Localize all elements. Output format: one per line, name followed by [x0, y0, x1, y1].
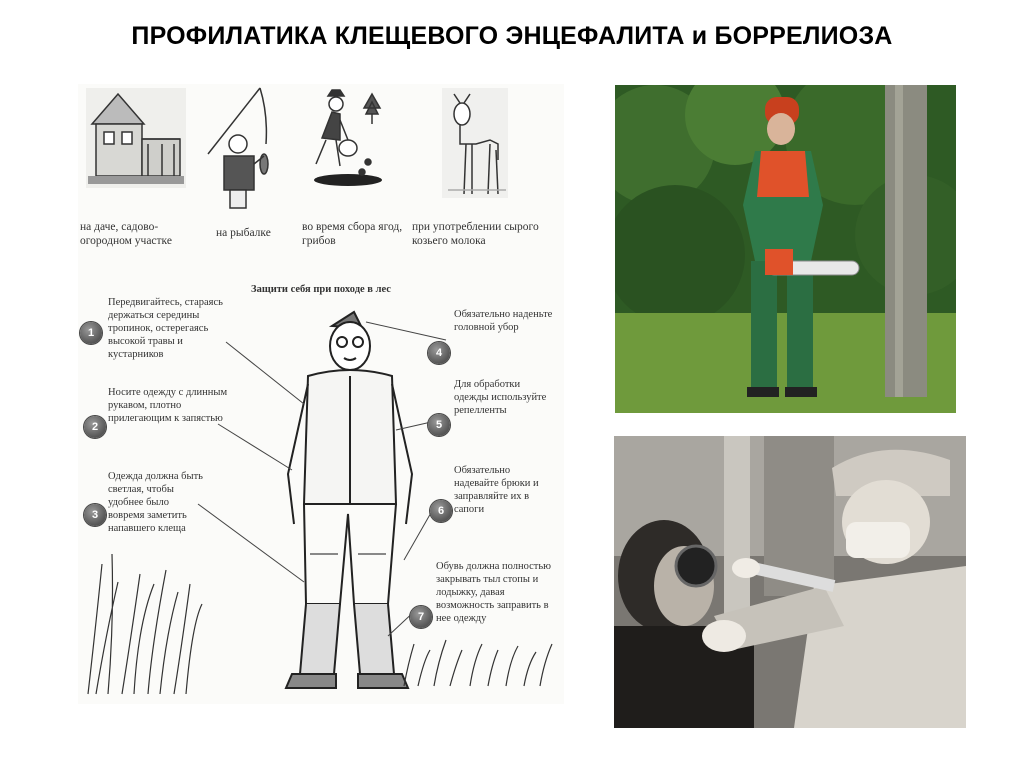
goat-icon — [442, 88, 508, 198]
tip-3-text: Одежда должна быть светлая, чтобы удобнее было вовремя заметить напавшего клеща — [108, 471, 203, 534]
place-caption-dacha: на даче, садово-огородном участке — [80, 221, 172, 247]
forest-worker-photo — [615, 85, 956, 413]
tip-5-text: Для обработки одежды используйте репелленты — [454, 379, 547, 416]
country-house-icon — [86, 88, 186, 188]
tip-number-4: 4 — [428, 342, 450, 364]
poster-subtitle: Защити себя при походе в лес — [251, 284, 391, 295]
tip-6-text: Обязательно надевайте брюки и заправляйте их в сапоги — [454, 465, 539, 515]
tip-number-7: 7 — [410, 606, 432, 628]
berry-picker-icon — [314, 90, 382, 186]
tip-number-6: 6 — [430, 500, 452, 522]
tip-7-text: Обувь должна полностью закрывать тыл стопы и лодыжку, давая возможность заправить в нее одежду — [436, 561, 551, 624]
tip-number-5: 5 — [428, 414, 450, 436]
place-caption-goat-milk: при употреблении сырого козьего молока — [412, 221, 539, 247]
tip-number-2: 2 — [84, 416, 106, 438]
doctor-examination-photo — [614, 436, 966, 728]
place-caption-fishing: на рыбалке — [216, 227, 271, 239]
prevention-poster — [78, 84, 564, 704]
tip-2-text: Носите одежду с длинным рукавом, плотно прилегающим к запястью — [108, 387, 228, 424]
tip-number-3: 3 — [84, 504, 106, 526]
tip-number-1: 1 — [80, 322, 102, 344]
fisherman-icon — [208, 88, 268, 208]
tip-4-text: Обязательно наденьте головной убор — [454, 309, 553, 333]
place-caption-berries: во время сбора ягод, грибов — [302, 221, 403, 247]
slide-title: ПРОФИЛАТИКА КЛЕЩЕВОГО ЭНЦЕФАЛИТА и БОРРЕЛИОЗА — [131, 22, 893, 50]
tip-1-text: Передвигайтесь, стараясь держаться середины тропинок, остерегаясь высокой травы и кустарников — [108, 297, 223, 360]
